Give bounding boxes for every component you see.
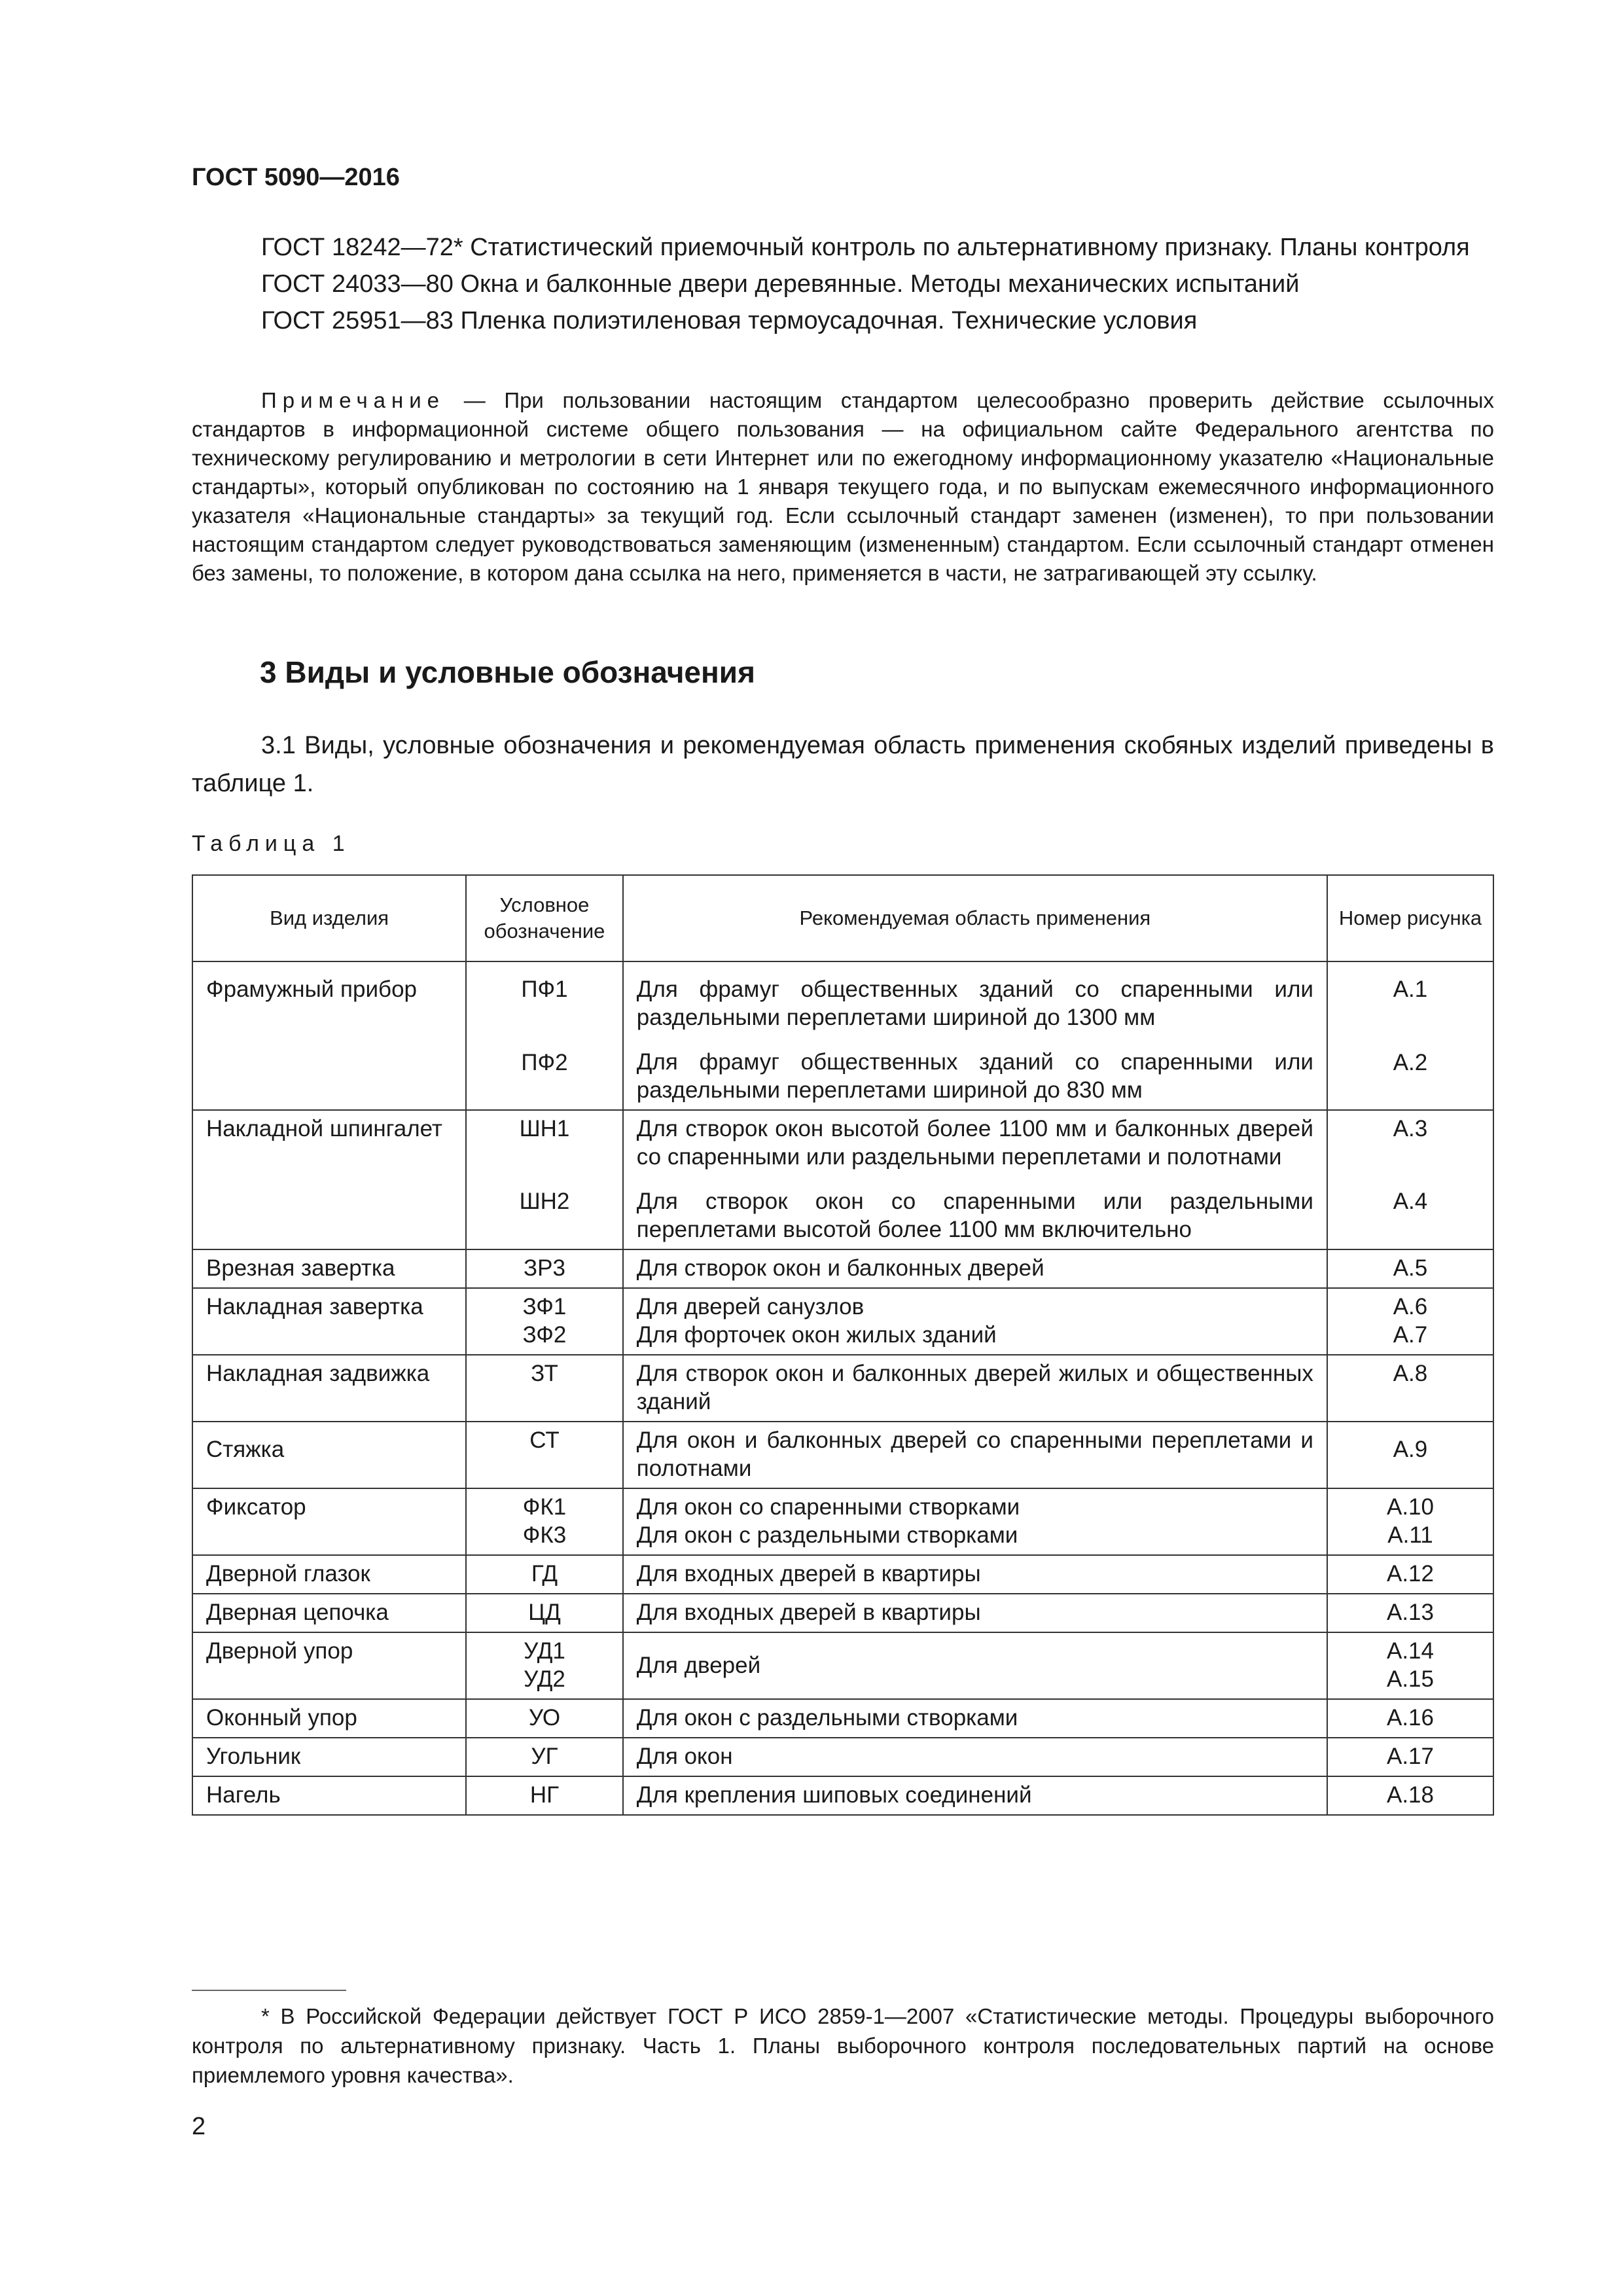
note-text: — При пользовании настоящим стандартом целесообразно проверить действие ссылочных стандартов в информационной системе общего пользования — на официальном сайте Федерального агентства по техническому регулированию и метрологии в сети Интернет или по ежегодному информационному указателю «Национальные стандарты», который опубликован по состоянию на 1 января текущего года, и по выпускам ежемесячного информационного указателя «Национальные стандарты» за текущий год. Если ссылочный стандарт заменен (изменен), то при пользовании настоящим стандартом следует руководствоваться заменяющим (измененным) стандартом. Если ссылочный стандарт отменен без замены, то положение, в котором дана ссылка на него, применяется в части, не затрагивающей эту ссылку.: [192, 388, 1495, 585]
cell-figure: А.16: [1386, 1705, 1434, 1731]
cell-type: Стяжка: [206, 1437, 285, 1462]
cell-code: ЦД: [528, 1600, 561, 1625]
note-paragraph: [192, 386, 1494, 588]
cell-figure: А.4: [1393, 1189, 1428, 1214]
table-row: [192, 1776, 1493, 1815]
cell-code: ГД: [531, 1561, 558, 1587]
document-header: ГОСТ 5090—2016: [192, 164, 400, 191]
table-row: [192, 1110, 1493, 1249]
cell-type: Врезная завертка: [206, 1255, 395, 1281]
cell-figure: А.3: [1393, 1116, 1428, 1141]
cell-figure: А.12: [1386, 1561, 1434, 1587]
cell-code: УГ: [531, 1744, 558, 1769]
table-row: [192, 1555, 1493, 1594]
cell-type: Нагель: [206, 1782, 281, 1808]
cell-figure: А.6: [1393, 1294, 1428, 1319]
cell-type: Дверной глазок: [206, 1561, 370, 1587]
reference-item: ГОСТ 18242—72* Статистический приемочный контроль по альтернативному признаку. Планы контроля: [261, 234, 1470, 261]
header-type: Вид изделия: [192, 875, 466, 961]
cell-figure: А.2: [1393, 1050, 1428, 1075]
cell-application: Для фрамуг общественных зданий со спаренными или раздельными переплетами шириной до 1300 мм: [636, 977, 1313, 1030]
cell-application: Для форточек окон жилых зданий: [636, 1322, 997, 1348]
cell-type: Накладной шпингалет: [206, 1116, 442, 1141]
cell-figure: А.10: [1386, 1494, 1434, 1520]
cell-code: ЗФ1: [522, 1294, 567, 1319]
cell-application: Для окон: [636, 1744, 733, 1769]
cell-code: ШН2: [519, 1189, 570, 1214]
cell-type: Фрамужный прибор: [206, 977, 418, 1002]
table-row: [192, 961, 1493, 1110]
table-row: [192, 1288, 1493, 1355]
cell-figure: А.11: [1387, 1522, 1433, 1548]
cell-code: ЗР3: [524, 1255, 565, 1281]
cell-code: ПФ1: [521, 977, 568, 1002]
cell-application: Для окон с раздельными створками: [636, 1522, 1018, 1548]
table-row: [192, 1738, 1493, 1776]
table-row: [192, 1594, 1493, 1632]
cell-figure: А.9: [1393, 1437, 1428, 1462]
cell-figure: А.8: [1393, 1361, 1428, 1386]
table-row: [192, 1632, 1493, 1699]
cell-code: ФК1: [522, 1494, 567, 1520]
normative-references: [192, 229, 1494, 339]
cell-application: Для створок окон и балконных дверей: [636, 1255, 1044, 1281]
cell-type: Дверная цепочка: [206, 1600, 389, 1625]
cell-type: Угольник: [206, 1744, 301, 1769]
cell-code: ФК3: [522, 1522, 567, 1548]
cell-application: Для створок окон и балконных дверей жилых и общественных зданий: [636, 1361, 1313, 1414]
cell-type: Накладная завертка: [206, 1294, 423, 1319]
reference-item: ГОСТ 25951—83 Пленка полиэтиленовая термоусадочная. Технические условия: [261, 307, 1198, 334]
cell-code: НГ: [529, 1782, 560, 1808]
cell-type: Фиксатор: [206, 1494, 306, 1520]
cell-application: Для окон и балконных дверей со спаренными переплетами и полотнами: [636, 1427, 1313, 1481]
cell-application: Для крепления шиповых соединений: [636, 1782, 1032, 1808]
table-row: [192, 1355, 1493, 1422]
table-caption: Таблица 1: [192, 831, 351, 856]
table-row: [192, 1422, 1493, 1488]
cell-code: ЗТ: [531, 1361, 558, 1386]
cell-code: УД1: [524, 1638, 565, 1664]
cell-type: Дверной упор: [206, 1638, 353, 1664]
cell-figure: А.5: [1393, 1255, 1428, 1281]
cell-application: Для входных дверей в квартиры: [636, 1600, 981, 1625]
page-number: 2: [192, 2113, 206, 2140]
cell-application: Для створок окон со спаренными или раздельными переплетами высотой более 1100 мм включительно: [636, 1189, 1313, 1242]
cell-application: Для окон со спаренными створками: [636, 1494, 1020, 1520]
cell-application: Для фрамуг общественных зданий со спаренными или раздельными переплетами шириной до 830 мм: [636, 1049, 1313, 1103]
table-header-row: [192, 875, 1493, 961]
section-title: 3 Виды и условные обозначения: [260, 655, 755, 689]
note-label: Примечание: [261, 388, 446, 412]
cell-code: УО: [528, 1705, 561, 1731]
header-application: Рекомендуемая область применения: [623, 875, 1327, 961]
cell-application: Для дверей: [636, 1652, 761, 1678]
table-row: [192, 1699, 1493, 1738]
cell-figure: А.18: [1386, 1782, 1434, 1808]
table-row: [192, 1488, 1493, 1555]
cell-figure: А.17: [1386, 1744, 1434, 1769]
products-table: [192, 874, 1494, 1816]
cell-application: Для створок окон высотой более 1100 мм и балконных дверей со спаренными или раздельными переплетами и полотнами: [636, 1116, 1313, 1170]
cell-type: Оконный упор: [206, 1705, 357, 1731]
cell-code: СТ: [529, 1427, 560, 1453]
cell-figure: А.13: [1386, 1600, 1434, 1625]
header-code: Условное обозначение: [466, 875, 623, 961]
cell-application: Для окон с раздельными створками: [636, 1705, 1018, 1731]
cell-code: ШН1: [519, 1116, 570, 1141]
cell-type: Накладная задвижка: [206, 1361, 430, 1386]
cell-code: ПФ2: [521, 1050, 568, 1075]
cell-figure: А.15: [1386, 1666, 1434, 1692]
cell-application: Для дверей санузлов: [636, 1294, 865, 1319]
header-figure: Номер рисунка: [1327, 875, 1493, 961]
footnote: * В Российской Федерации действует ГОСТ Р ИСО 2859-1—2007 «Статистические методы. Процедуры выборочного контроля по альтернативному признаку. Часть 1. Планы выборочного контроля последовательных партий на основе приемлемого уровня качества».: [192, 2004, 1494, 2087]
cell-figure: А.14: [1386, 1638, 1434, 1664]
reference-item: ГОСТ 24033—80 Окна и балконные двери деревянные. Методы механических испытаний: [261, 270, 1300, 298]
clause-3-1: 3.1 Виды, условные обозначения и рекомендуемая область применения скобяных изделий приведены в таблице 1.: [192, 732, 1494, 797]
cell-figure: А.1: [1393, 977, 1428, 1002]
cell-application: Для входных дверей в квартиры: [636, 1561, 981, 1587]
footnote-separator: [192, 1990, 346, 1991]
cell-figure: А.7: [1393, 1322, 1428, 1348]
cell-code: ЗФ2: [522, 1322, 567, 1348]
cell-code: УД2: [524, 1666, 565, 1692]
table-row: [192, 1249, 1493, 1288]
